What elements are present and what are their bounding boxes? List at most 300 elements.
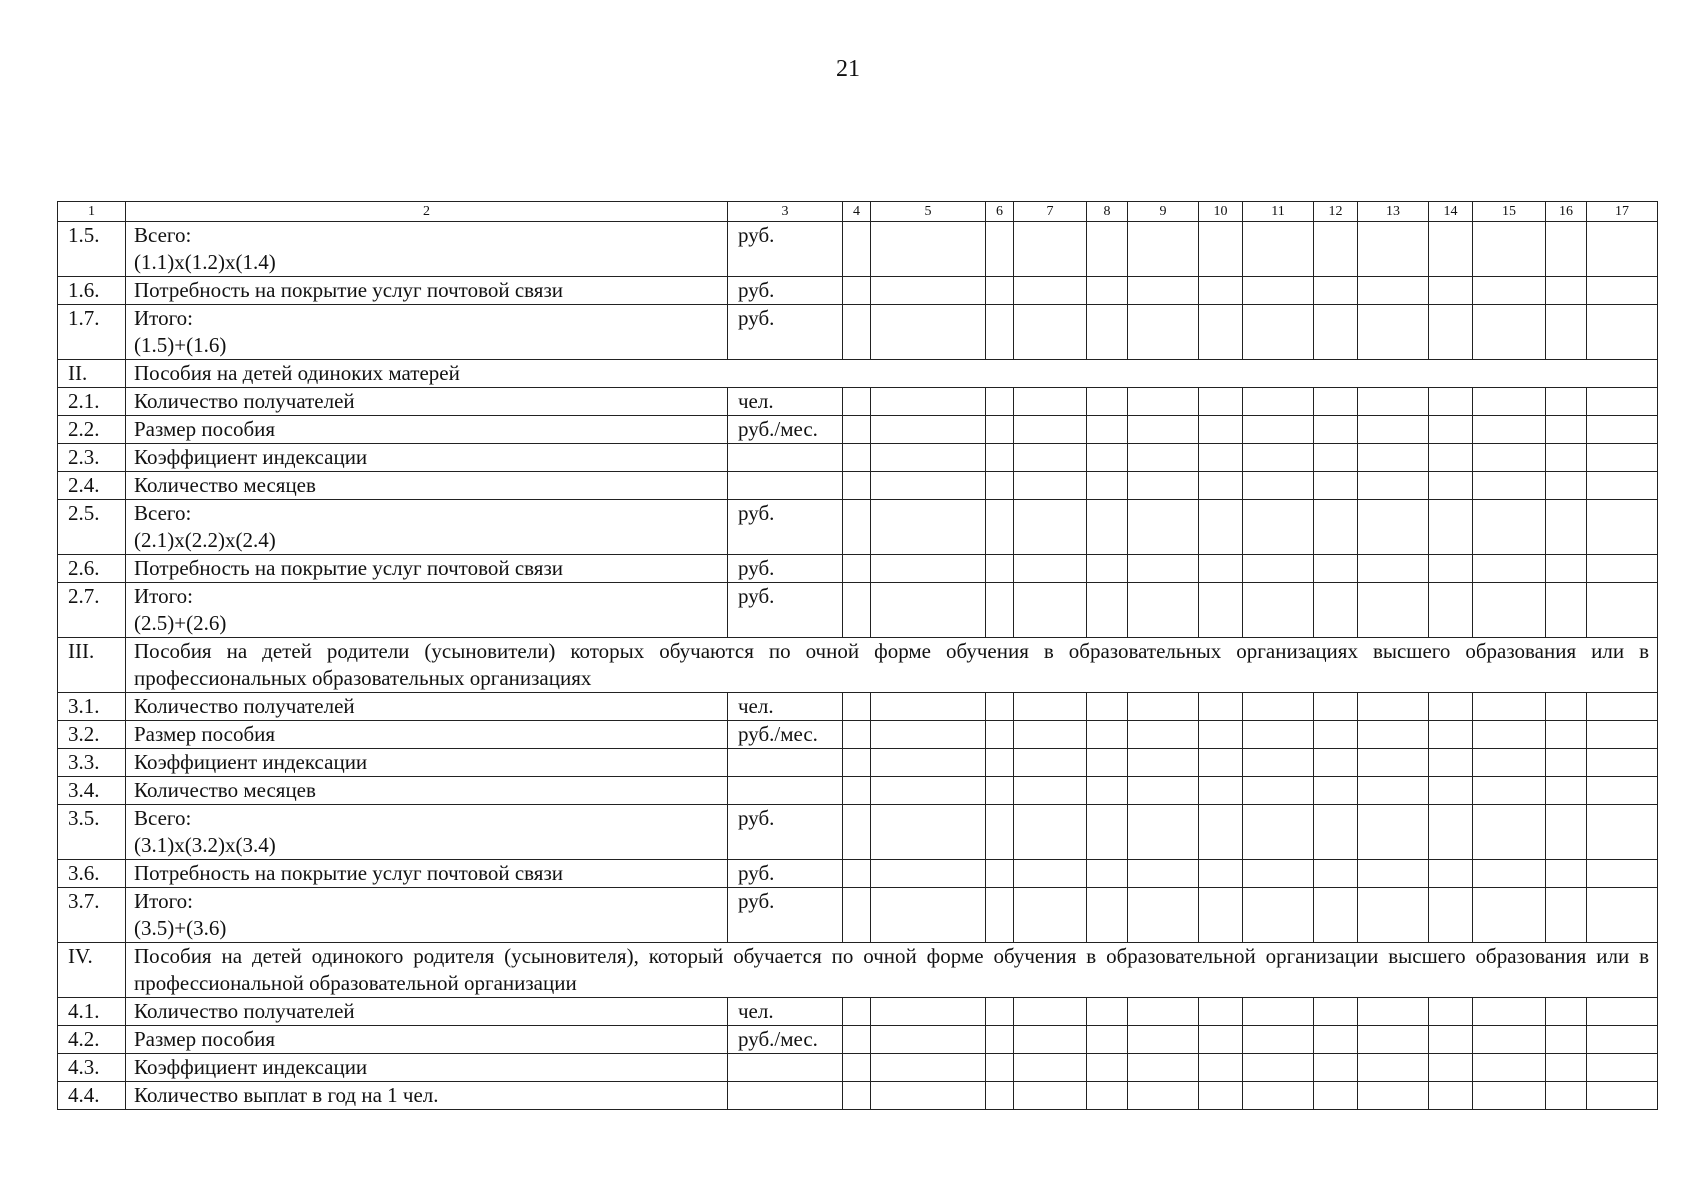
value-cell [986, 388, 1014, 416]
value-cell [1087, 222, 1128, 277]
value-cell [1243, 860, 1314, 888]
value-cell [1587, 777, 1658, 805]
value-cell [1358, 805, 1429, 860]
value-cell [1546, 388, 1587, 416]
value-cell [986, 1082, 1014, 1110]
value-cell [1314, 277, 1358, 305]
value-cell [1546, 860, 1587, 888]
value-cell [843, 583, 871, 638]
value-cell [1128, 388, 1199, 416]
table-row [58, 693, 1658, 721]
value-cell [1546, 777, 1587, 805]
unit-cell: руб. [728, 222, 843, 277]
row-label [126, 388, 728, 416]
value-cell [1429, 472, 1473, 500]
value-cell [1199, 1026, 1243, 1054]
value-cell [1358, 777, 1429, 805]
value-cell [871, 305, 986, 360]
value-cell [1358, 444, 1429, 472]
row-number: II. [58, 360, 126, 388]
value-cell [843, 416, 871, 444]
value-cell [1587, 583, 1658, 638]
value-cell [1199, 998, 1243, 1026]
value-cell [1587, 1026, 1658, 1054]
value-cell [1473, 693, 1546, 721]
value-cell [843, 805, 871, 860]
value-cell [986, 721, 1014, 749]
value-cell [871, 721, 986, 749]
value-cell [843, 693, 871, 721]
table-row [58, 1054, 1658, 1082]
row-label-text: Коэффициент индексации [134, 750, 368, 774]
value-cell [1199, 555, 1243, 583]
row-number: 1.6. [58, 277, 126, 305]
row-label-text: Количество получателей [134, 389, 355, 413]
value-cell [1087, 583, 1128, 638]
value-cell [1314, 749, 1358, 777]
value-cell [1546, 472, 1587, 500]
value-cell [1014, 305, 1087, 360]
value-cell [1587, 1082, 1658, 1110]
row-label [126, 305, 728, 360]
value-cell [1473, 860, 1546, 888]
row-number: 4.3. [58, 1054, 126, 1082]
row-label-text: Итого: [134, 584, 193, 608]
value-cell [1429, 721, 1473, 749]
column-number: 14 [1429, 202, 1473, 222]
value-cell [1199, 583, 1243, 638]
value-cell [871, 555, 986, 583]
value-cell [1314, 583, 1358, 638]
value-cell [1546, 888, 1587, 943]
value-cell [986, 500, 1014, 555]
value-cell [1358, 555, 1429, 583]
value-cell [1087, 1026, 1128, 1054]
unit-cell: руб. [728, 500, 843, 555]
row-label [126, 277, 728, 305]
value-cell [986, 1026, 1014, 1054]
value-cell [986, 305, 1014, 360]
row-label-text: Размер пособия [134, 722, 276, 746]
value-cell [1587, 416, 1658, 444]
value-cell [1128, 693, 1199, 721]
unit-cell: руб. [728, 805, 843, 860]
value-cell [986, 777, 1014, 805]
column-number: 17 [1587, 202, 1658, 222]
value-cell [1546, 277, 1587, 305]
value-cell [1087, 693, 1128, 721]
value-cell [1546, 583, 1587, 638]
column-number-row [58, 202, 1658, 222]
value-cell [1314, 805, 1358, 860]
value-cell [1314, 1054, 1358, 1082]
value-cell [1014, 583, 1087, 638]
value-cell [1243, 555, 1314, 583]
value-cell [1546, 500, 1587, 555]
value-cell [1087, 860, 1128, 888]
value-cell [1087, 388, 1128, 416]
row-label-text: Итого: [134, 306, 193, 330]
table-row [58, 277, 1658, 305]
value-cell [1358, 583, 1429, 638]
value-cell [1087, 721, 1128, 749]
value-cell [1473, 749, 1546, 777]
value-cell [1429, 805, 1473, 860]
value-cell [1199, 500, 1243, 555]
row-label [126, 444, 728, 472]
value-cell [871, 583, 986, 638]
row-label-text: Потребность на покрытие услуг почтовой связи [134, 278, 563, 302]
column-number: 10 [1199, 202, 1243, 222]
value-cell [1128, 444, 1199, 472]
value-cell [1429, 693, 1473, 721]
unit-cell [728, 777, 843, 805]
value-cell [1473, 1026, 1546, 1054]
row-number: 3.1. [58, 693, 126, 721]
value-cell [1128, 888, 1199, 943]
value-cell [1014, 998, 1087, 1026]
value-cell [1314, 860, 1358, 888]
value-cell [1473, 388, 1546, 416]
value-cell [1243, 305, 1314, 360]
value-cell [1014, 472, 1087, 500]
table-row [58, 583, 1658, 638]
value-cell [1128, 777, 1199, 805]
row-label-text: Количество месяцев [134, 778, 316, 802]
value-cell [1587, 222, 1658, 277]
value-cell [1087, 805, 1128, 860]
value-cell [1128, 277, 1199, 305]
value-cell [1014, 860, 1087, 888]
row-number: 2.7. [58, 583, 126, 638]
row-label [126, 1026, 728, 1054]
value-cell [1128, 472, 1199, 500]
value-cell [1429, 555, 1473, 583]
value-cell [871, 1054, 986, 1082]
value-cell [1087, 1082, 1128, 1110]
value-cell [1087, 749, 1128, 777]
table-row [58, 472, 1658, 500]
row-label-text: Коэффициент индексации [134, 1055, 368, 1079]
column-number: 8 [1087, 202, 1128, 222]
value-cell [1473, 1054, 1546, 1082]
value-cell [1014, 500, 1087, 555]
value-cell [1473, 805, 1546, 860]
value-cell [1014, 749, 1087, 777]
row-number: IV. [58, 943, 126, 998]
value-cell [1243, 444, 1314, 472]
value-cell [1546, 721, 1587, 749]
value-cell [1314, 1026, 1358, 1054]
row-formula: (2.1)х(2.2)х(2.4) [134, 528, 276, 552]
unit-cell: руб./мес. [728, 1026, 843, 1054]
row-number: 3.7. [58, 888, 126, 943]
column-number: 12 [1314, 202, 1358, 222]
value-cell [1587, 277, 1658, 305]
unit-cell: руб. [728, 860, 843, 888]
value-cell [871, 1082, 986, 1110]
value-cell [1358, 860, 1429, 888]
row-number: 1.7. [58, 305, 126, 360]
value-cell [1199, 805, 1243, 860]
value-cell [1587, 305, 1658, 360]
value-cell [1014, 1082, 1087, 1110]
value-cell [1429, 444, 1473, 472]
value-cell [1199, 1082, 1243, 1110]
value-cell [843, 998, 871, 1026]
value-cell [1429, 388, 1473, 416]
value-cell [1128, 721, 1199, 749]
value-cell [1014, 416, 1087, 444]
value-cell [1587, 472, 1658, 500]
value-cell [871, 222, 986, 277]
value-cell [1358, 472, 1429, 500]
value-cell [871, 1026, 986, 1054]
row-label-text: Размер пособия [134, 417, 276, 441]
row-label-text: Итого: [134, 889, 193, 913]
column-number: 16 [1546, 202, 1587, 222]
value-cell [871, 888, 986, 943]
value-cell [1429, 1054, 1473, 1082]
value-cell [1128, 500, 1199, 555]
row-label [126, 777, 728, 805]
value-cell [1199, 222, 1243, 277]
value-cell [1243, 1082, 1314, 1110]
value-cell [1199, 388, 1243, 416]
value-cell [1429, 500, 1473, 555]
value-cell [843, 388, 871, 416]
value-cell [1199, 693, 1243, 721]
value-cell [1014, 388, 1087, 416]
value-cell [843, 1026, 871, 1054]
value-cell [1243, 222, 1314, 277]
value-cell [1199, 888, 1243, 943]
value-cell [1128, 998, 1199, 1026]
value-cell [1014, 693, 1087, 721]
row-number: 2.6. [58, 555, 126, 583]
value-cell [1314, 500, 1358, 555]
value-cell [1243, 416, 1314, 444]
value-cell [1358, 721, 1429, 749]
row-number: 2.2. [58, 416, 126, 444]
table-row [58, 1026, 1658, 1054]
value-cell [1087, 555, 1128, 583]
value-cell [1087, 998, 1128, 1026]
column-number: 3 [728, 202, 843, 222]
value-cell [1014, 777, 1087, 805]
value-cell [1358, 1082, 1429, 1110]
value-cell [986, 555, 1014, 583]
value-cell [1128, 860, 1199, 888]
value-cell [1473, 998, 1546, 1026]
section-title: Пособия на детей одинокого родителя (усыновителя), который обучается по очной форме обучения в образовательной организации высшего образования или в профессиональной образовательной организации [126, 943, 1658, 998]
value-cell [1314, 888, 1358, 943]
row-label [126, 1054, 728, 1082]
value-cell [1587, 555, 1658, 583]
value-cell [1429, 998, 1473, 1026]
row-label-text: Коэффициент индексации [134, 445, 368, 469]
value-cell [986, 583, 1014, 638]
value-cell [1358, 388, 1429, 416]
value-cell [1358, 1026, 1429, 1054]
unit-cell: руб. [728, 583, 843, 638]
value-cell [1087, 472, 1128, 500]
value-cell [843, 1054, 871, 1082]
value-cell [843, 888, 871, 943]
value-cell [1587, 721, 1658, 749]
table-row [58, 721, 1658, 749]
table-row [58, 416, 1658, 444]
value-cell [843, 1082, 871, 1110]
value-cell [986, 416, 1014, 444]
value-cell [1014, 222, 1087, 277]
row-number: 2.5. [58, 500, 126, 555]
value-cell [1087, 500, 1128, 555]
value-cell [1014, 888, 1087, 943]
value-cell [1243, 583, 1314, 638]
value-cell [871, 777, 986, 805]
value-cell [843, 444, 871, 472]
value-cell [1199, 416, 1243, 444]
value-cell [986, 860, 1014, 888]
table-row [58, 555, 1658, 583]
value-cell [1199, 305, 1243, 360]
value-cell [1243, 721, 1314, 749]
value-cell [1429, 749, 1473, 777]
value-cell [1429, 1026, 1473, 1054]
row-label-text: Количество получателей [134, 999, 355, 1023]
row-label [126, 749, 728, 777]
value-cell [1546, 416, 1587, 444]
value-cell [843, 277, 871, 305]
row-formula: (1.1)х(1.2)х(1.4) [134, 250, 276, 274]
value-cell [1243, 500, 1314, 555]
row-label [126, 998, 728, 1026]
value-cell [1243, 998, 1314, 1026]
value-cell [1546, 444, 1587, 472]
value-cell [1587, 500, 1658, 555]
value-cell [1546, 555, 1587, 583]
row-number: 2.4. [58, 472, 126, 500]
value-cell [1473, 1082, 1546, 1110]
row-label [126, 222, 728, 277]
value-cell [1243, 1054, 1314, 1082]
table-row [58, 998, 1658, 1026]
unit-cell: руб./мес. [728, 416, 843, 444]
value-cell [1546, 305, 1587, 360]
row-number: 2.1. [58, 388, 126, 416]
value-cell [1473, 777, 1546, 805]
value-cell [1429, 277, 1473, 305]
value-cell [1429, 1082, 1473, 1110]
unit-cell: чел. [728, 998, 843, 1026]
value-cell [1128, 1082, 1199, 1110]
value-cell [1473, 444, 1546, 472]
value-cell [986, 222, 1014, 277]
table-row [58, 500, 1658, 555]
value-cell [843, 222, 871, 277]
value-cell [1128, 749, 1199, 777]
value-cell [1314, 721, 1358, 749]
row-number: 2.3. [58, 444, 126, 472]
value-cell [1128, 583, 1199, 638]
row-formula: (3.1)х(3.2)х(3.4) [134, 833, 276, 857]
value-cell [1473, 277, 1546, 305]
value-cell [1546, 998, 1587, 1026]
row-formula: (3.5)+(3.6) [134, 916, 227, 940]
value-cell [843, 500, 871, 555]
value-cell [986, 277, 1014, 305]
unit-cell: руб. [728, 555, 843, 583]
value-cell [1429, 777, 1473, 805]
column-number: 5 [871, 202, 986, 222]
unit-cell: руб. [728, 277, 843, 305]
value-cell [986, 888, 1014, 943]
value-cell [1243, 472, 1314, 500]
table-row [58, 305, 1658, 360]
value-cell [986, 749, 1014, 777]
row-label [126, 583, 728, 638]
value-cell [1014, 805, 1087, 860]
section-row [58, 943, 1658, 998]
value-cell [1587, 1054, 1658, 1082]
value-cell [1314, 416, 1358, 444]
value-cell [1358, 693, 1429, 721]
table-row [58, 805, 1658, 860]
value-cell [1087, 416, 1128, 444]
value-cell [1473, 888, 1546, 943]
value-cell [1358, 749, 1429, 777]
value-cell [1087, 888, 1128, 943]
row-label [126, 860, 728, 888]
column-number: 6 [986, 202, 1014, 222]
value-cell [1473, 583, 1546, 638]
value-cell [1314, 1082, 1358, 1110]
value-cell [1546, 805, 1587, 860]
row-number: 3.6. [58, 860, 126, 888]
section-row [58, 638, 1658, 693]
value-cell [1587, 805, 1658, 860]
value-cell [1473, 305, 1546, 360]
value-cell [1358, 1054, 1429, 1082]
value-cell [986, 1054, 1014, 1082]
column-number: 15 [1473, 202, 1546, 222]
value-cell [1243, 1026, 1314, 1054]
value-cell [871, 388, 986, 416]
table-row [58, 444, 1658, 472]
value-cell [1429, 583, 1473, 638]
row-number: 1.5. [58, 222, 126, 277]
value-cell [843, 749, 871, 777]
value-cell [1546, 1026, 1587, 1054]
value-cell [1243, 277, 1314, 305]
row-label [126, 693, 728, 721]
value-cell [1014, 277, 1087, 305]
row-number: 4.4. [58, 1082, 126, 1110]
table-row [58, 860, 1658, 888]
row-label [126, 805, 728, 860]
value-cell [1128, 305, 1199, 360]
value-cell [1473, 416, 1546, 444]
value-cell [871, 860, 986, 888]
value-cell [843, 555, 871, 583]
value-cell [1314, 305, 1358, 360]
row-formula: (2.5)+(2.6) [134, 611, 227, 635]
row-label [126, 1082, 728, 1110]
value-cell [1199, 749, 1243, 777]
column-number: 7 [1014, 202, 1087, 222]
value-cell [871, 500, 986, 555]
